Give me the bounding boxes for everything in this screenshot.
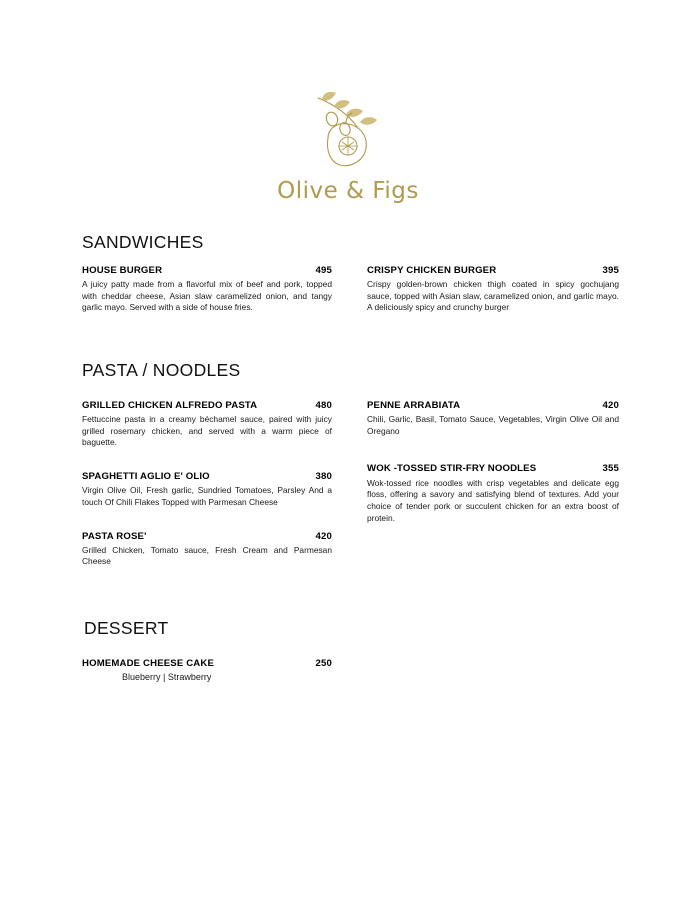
menu-item-price: 495 [315,265,332,276]
menu-item-head [367,265,619,277]
menu-item [82,400,332,449]
brand-header [0,88,696,204]
menu-item-head [82,400,332,412]
menu-item-description: Wok-tossed rice noodles with crisp vegetables and delicate egg floss, offering a savory and satisfying blend of textures. Add your choice of tender pork or succulent chicken for an extra boost of protein. [367,477,619,523]
menu-item-description: Fettuccine pasta in a creamy béchamel sauce, paired with juicy grilled rosemary chicken, and served with a warm piece of baguette. [82,414,332,448]
menu-item-name: PENNE ARRABIATA [367,400,461,411]
menu-item-price: 395 [602,265,619,276]
menu-item-name: HOMEMADE CHEESE CAKE [82,658,214,669]
menu-item-price: 480 [315,400,332,411]
menu-item-head [82,531,332,543]
section-title-pasta-noodles: PASTA / NOODLES [82,360,241,380]
dessert-left-column [82,658,332,696]
menu-item-head [82,471,332,483]
menu-item-price: 250 [315,658,332,669]
menu-item-name: WOK -TOSSED STIR-FRY NOODLES [367,463,537,475]
menu-item-head [82,265,332,277]
menu-item [82,531,332,568]
menu-item-description: Crispy golden-brown chicken thigh coated in spicy gochujang sauce, topped with Asian slaw, caramelized onion, and garlic mayo. A deliciously spicy and crunchy burger [367,279,619,313]
section-title-dessert: DESSERT [84,618,169,638]
pasta-right-column [367,400,619,538]
menu-item-head [367,463,619,475]
menu-item [367,463,619,524]
menu-item-price: 355 [602,463,619,475]
menu-item [82,471,332,508]
menu-item-description: Virgin Olive Oil, Fresh garlic, Sundried Tomatoes, Parsley And a touch Of Chili Flakes Topped with Parmesan Cheese [82,485,332,507]
sandwiches-right-column [367,265,619,328]
menu-item-name: SPAGHETTI AGLIO E' OLIO [82,471,210,483]
menu-item-description: Grilled Chicken, Tomato sauce, Fresh Cream and Parmesan Cheese [82,544,332,567]
menu-item-description: A juicy patty made from a flavorful mix of beef and pork, topped with cheddar cheese, Asian slaw caramelized onion, and tangy garlic mayo. Served with a side of house fries. [82,279,332,313]
menu-item-price: 420 [602,400,619,411]
olive-branch-and-fig-icon [288,88,408,174]
menu-item-name: CRISPY CHICKEN BURGER [367,265,497,276]
menu-item-variants: Blueberry | Strawberry [122,672,212,683]
menu-item-name: GRILLED CHICKEN ALFREDO PASTA [82,400,258,411]
menu-item-name: HOUSE BURGER [82,265,163,276]
menu-item-description: Chili, Garlic, Basil, Tomato Sauce, Vegetables, Virgin Olive Oil and Oregano [367,414,619,436]
menu-item [82,658,332,682]
menu-item [367,400,619,437]
brand-name: Olive & Figs [277,178,419,204]
menu-item-head [82,658,332,670]
menu-item [82,265,332,314]
menu-item [367,265,619,314]
pasta-left-column [82,400,332,582]
menu-item-head [367,400,619,412]
menu-item-price: 420 [315,530,332,542]
section-title-sandwiches: SANDWICHES [82,232,204,252]
sandwiches-left-column [82,265,332,328]
menu-item-name: PASTA ROSE' [82,530,147,542]
menu-item-price: 380 [315,471,332,483]
